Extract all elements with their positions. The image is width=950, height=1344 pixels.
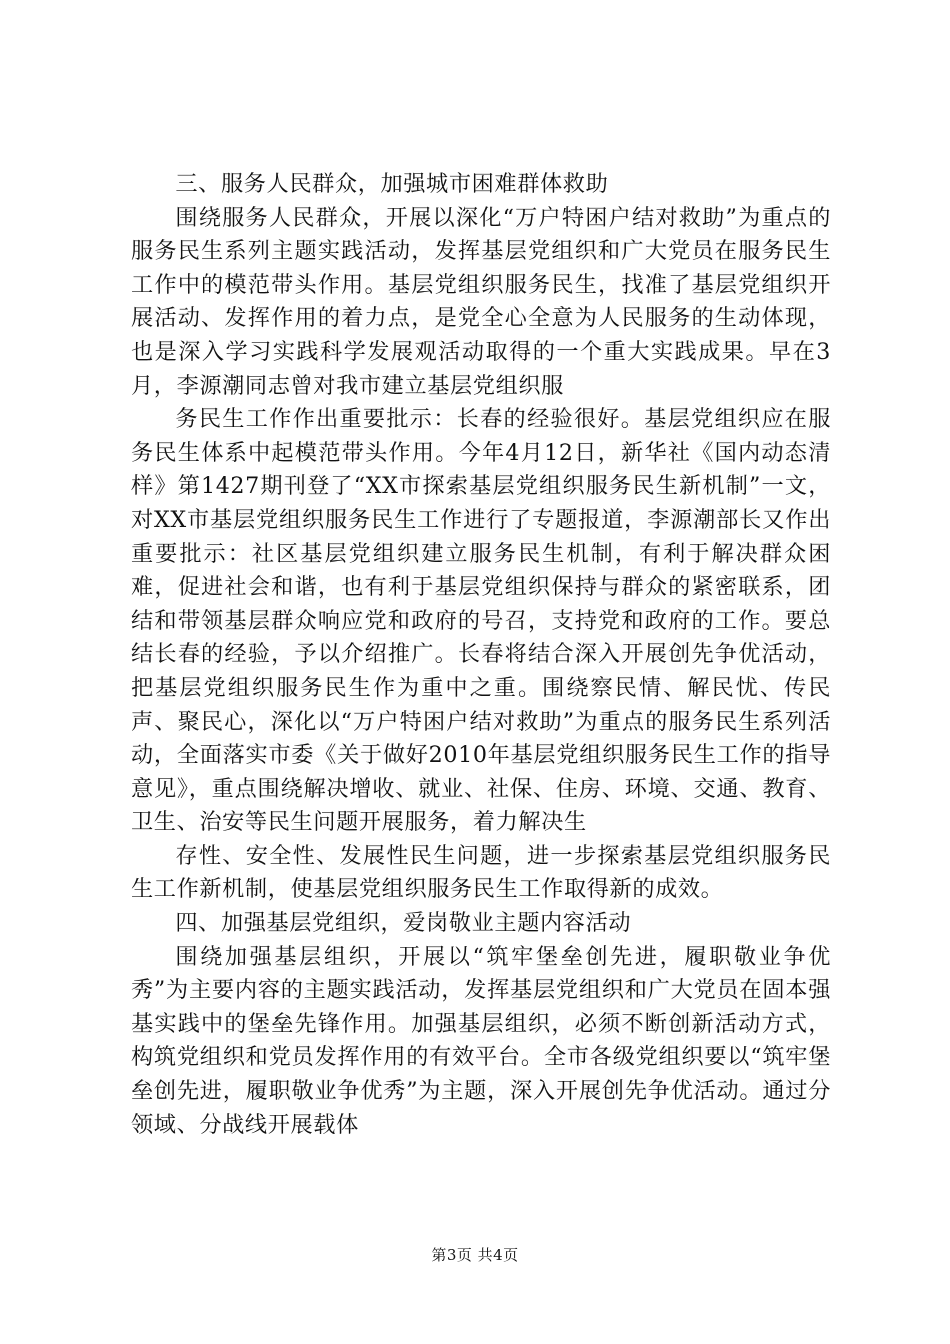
section-heading-4: 四、加强基层党组织，爱岗敬业主题内容活动 <box>175 910 632 937</box>
document-body <box>131 168 831 1142</box>
paragraph-strengthen-organization: 围绕加强基层组织，开展以“筑牢堡垒创先进，履职敬业争优秀”为主要内容的主题实践活动，发挥基层党组织和广大党员在固本强基实践中的堡垒先锋作用。加强基层组织，必须不断创新活动方式，构筑党组织和党员发挥作用的有效平台。全市各级党组织要以“筑牢堡垒创先进，履职敬业争优秀”为主题，深入开展创先争优活动。通过分领域、分战线开展载体 <box>131 943 831 1138</box>
paragraph-instructions: 务民生工作作出重要批示：长春的经验很好。基层党组织应在服务民生体系中起模范带头作用。今年4月12日，新华社《国内动态清样》第1427期刊登了“XX市探索基层党组织服务民生新机制”一文，对XX市基层党组织服务民生工作进行了专题报道，李源潮部长又作出重要批示：社区基层党组织建立服务民生机制，有利于解决群众困难，促进社会和谐，也有利于基层党组织保持与群众的紧密联系，团结和带领基层群众响应党和政府的号召，支持党和政府的工作。要总结长春的经验，予以介绍推广。长春将结合深入开展创先争优活动，把基层党组织服务民生作为重中之重。围绕察民情、解民忧、传民声、聚民心，深化以“万户特困户结对救助”为重点的服务民生系列活动，全面落实市委《关于做好2010年基层党组织服务民生工作的指导意见》，重点围绕解决增收、就业、社保、住房、环境、交通、教育、卫生、治安等民生问题开展服务，着力解决生 <box>131 406 831 836</box>
section-heading-3: 三、服务人民群众，加强城市困难群体救助 <box>175 171 609 197</box>
paragraph-new-mechanism: 存性、安全性、发展性民生问题，进一步探索基层党组织服务民生工作新机制，使基层党组织服务民生工作取得新的成效。 <box>131 842 831 903</box>
paragraph-service-people: 围绕服务人民群众，开展以深化“万户特困户结对救助”为重点的服务民生系列主题实践活动，发挥基层党组织和广大党员在服务民生工作中的模范带头作用。基层党组织服务民生，找准了基层党组织开展活动、发挥作用的着力点，是党全心全意为人民服务的生动体现，也是深入学习实践科学发展观活动取得的一个重大实践成果。早在3月，李源潮同志曾对我市建立基层党组织服 <box>131 204 831 399</box>
page-footer: 第3页 共4页 <box>431 1246 519 1264</box>
